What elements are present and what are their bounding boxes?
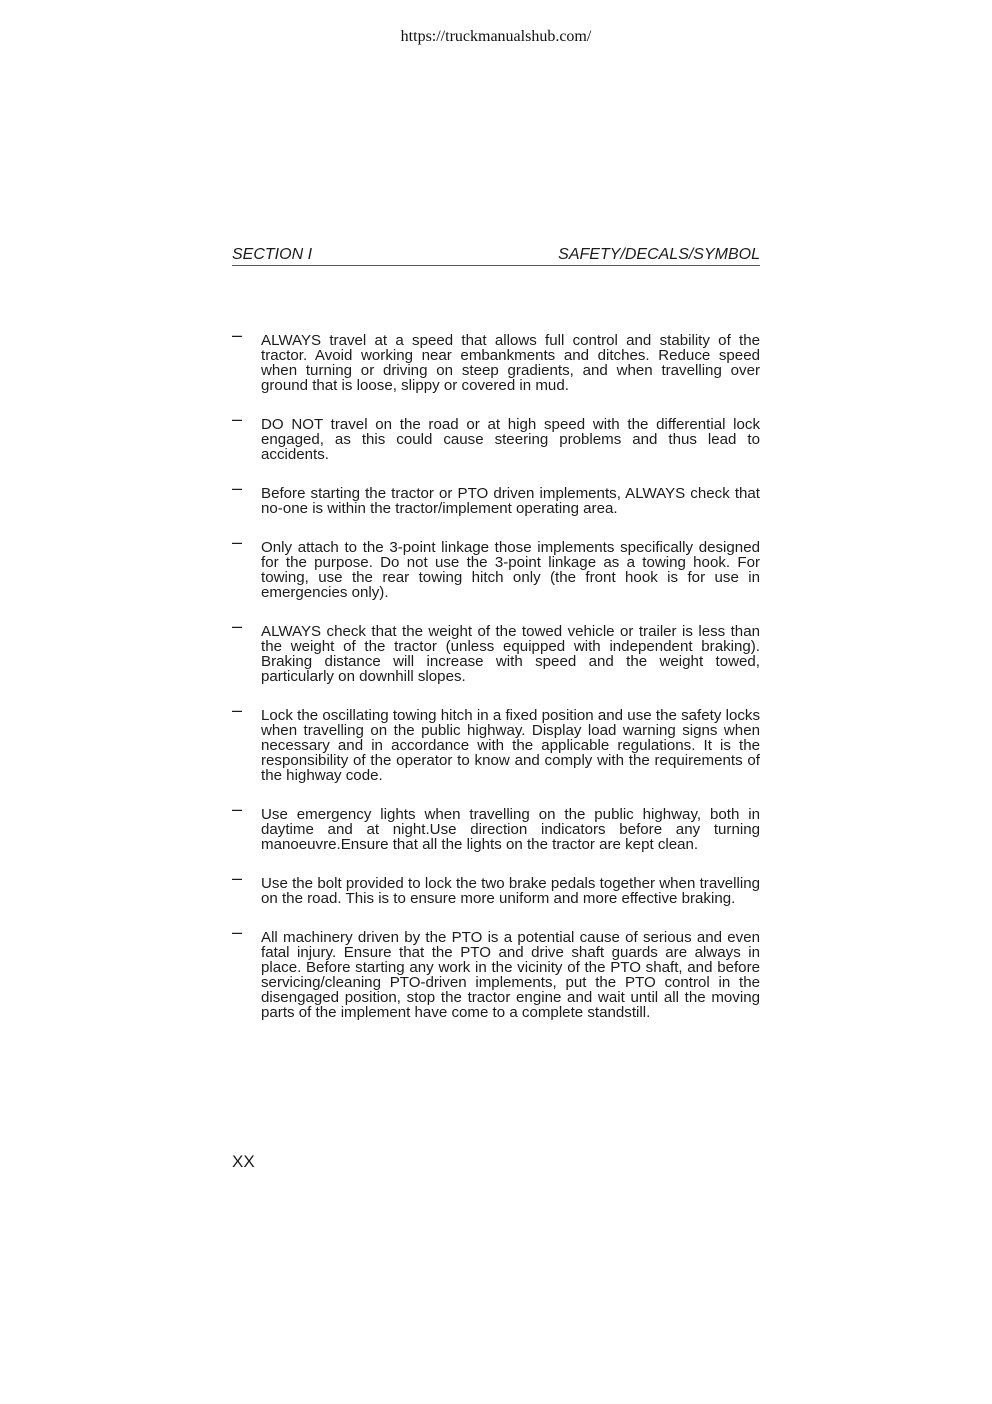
safety-rules-list — [232, 325, 760, 1044]
rule-text: Use emergency lights when travelling on the public highway, both in daytime and at night.Use direction indicators before any turning manoeuvre.Ensure that all the lights on the tractor are kept clean. — [261, 806, 760, 853]
bullet-dash: – — [232, 532, 243, 552]
rule-text: Use the bolt provided to lock the two brake pedals together when travelling on the road. This is to ensure more uniform and more effective braking. — [261, 875, 760, 907]
safety-rule-linkage — [232, 532, 760, 601]
rule-text: Lock the oscillating towing hitch in a fixed position and use the safety locks when travelling on the public highway. Display load warning signs when necessary and in accordance with the applicable regulations. It is the responsibility of the operator to know and comply with the requirements of the highway code. — [261, 707, 760, 784]
bullet-dash: – — [232, 478, 243, 498]
rule-text: ALWAYS check that the weight of the towed vehicle or trailer is less than the weight of the tractor (unless equipped with independent braking). Braking distance will increase with speed and the weight towed, particularly on downhill slopes. — [261, 623, 760, 685]
safety-rule-brake-pedals — [232, 868, 760, 907]
section-label: SECTION I — [232, 246, 313, 263]
bullet-dash: – — [232, 616, 243, 636]
safety-rule-operating-area — [232, 478, 760, 517]
bullet-dash: – — [232, 700, 243, 720]
rule-text: DO NOT travel on the road or at high speed with the differential lock engaged, as this could cause steering problems and thus lead to accidents. — [261, 416, 760, 463]
safety-rule-differential-lock — [232, 409, 760, 463]
page-header — [232, 245, 760, 266]
source-url: https://truckmanualshub.com/ — [400, 28, 592, 45]
bullet-dash: – — [232, 409, 243, 429]
safety-rule-towed-weight — [232, 616, 760, 685]
safety-rule-lights — [232, 799, 760, 853]
safety-rule-pto — [232, 922, 760, 1021]
rule-text: All machinery driven by the PTO is a potential cause of serious and even fatal injury. Ensure that the PTO and drive shaft guards are always in place. Before starting any work in the vicinity of the PTO shaft, and before servicing/cleaning PTO-driven implements, put the PTO control in the disengaged position, stop the tractor engine and wait until all the moving parts of the implement have come to a complete standstill. — [261, 929, 760, 1021]
bullet-dash: – — [232, 325, 243, 345]
page-number: XX — [232, 1152, 255, 1171]
safety-rule-speed — [232, 325, 760, 394]
safety-rule-towing-hitch — [232, 700, 760, 784]
section-title: SAFETY/DECALS/SYMBOL — [558, 246, 760, 263]
bullet-dash: – — [232, 922, 243, 942]
bullet-dash: – — [232, 799, 243, 819]
rule-text: Before starting the tractor or PTO driven implements, ALWAYS check that no-one is within the tractor/implement operating area. — [261, 485, 760, 517]
rule-text: ALWAYS travel at a speed that allows full control and stability of the tractor. Avoid working near embankments and ditches. Reduce speed when turning or driving on steep gradients, and when travelling over ground that is loose, slippy or covered in mud. — [261, 332, 760, 394]
bullet-dash: – — [232, 868, 243, 888]
rule-text: Only attach to the 3-point linkage those implements specifically designed for the purpose. Do not use the 3-point linkage as a towing hook. For towing, use the rear towing hitch only (the front hook is for use in emergencies only). — [261, 539, 760, 601]
